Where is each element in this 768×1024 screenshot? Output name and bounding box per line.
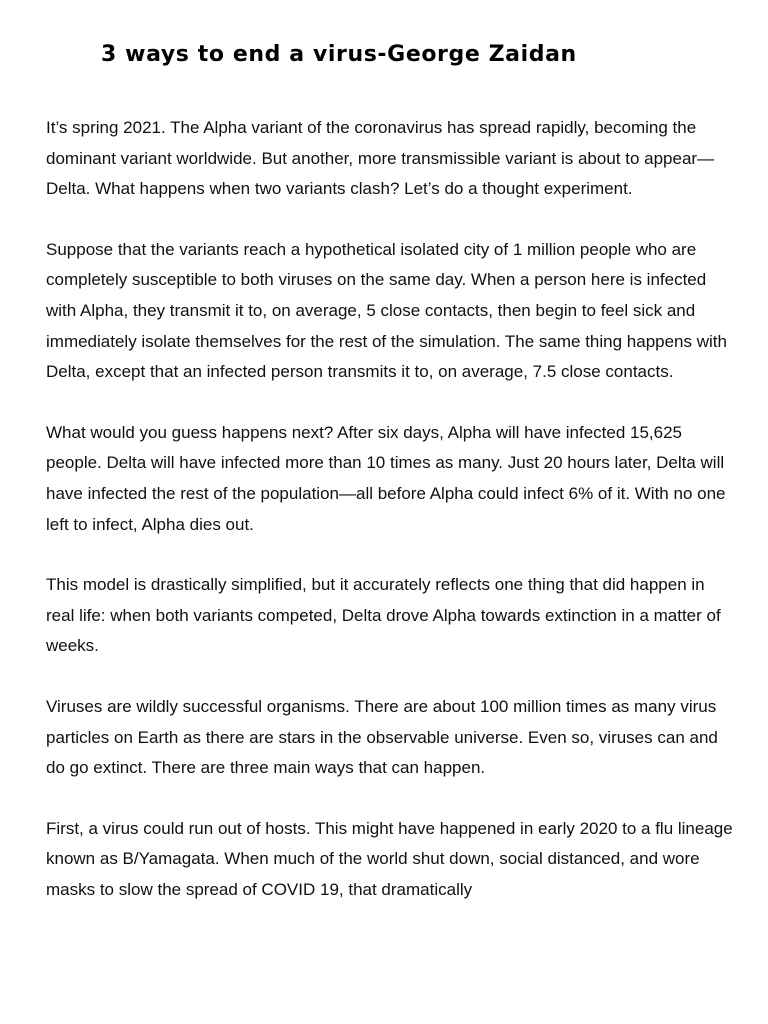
- paragraph: Suppose that the variants reach a hypothetical isolated city of 1 million people who are completely susceptible to both viruses on the same day. When a person here is infected with Alpha, they transmit it to, on average, 5 close contacts, then begin to feel sick and immediately isolate themselves for the rest of the simulation. The same thing happens with Delta, except that an infected person transmits it to, on average, 7.5 close contacts.: [46, 239, 727, 382]
- paragraph: Viruses are wildly successful organisms. There are about 100 million times as many virus particles on Earth as there are stars in the observable universe. Even so, viruses can and do go extinct. There are three main ways that can happen.: [46, 696, 718, 778]
- document-body: [46, 113, 736, 935]
- paragraph: It’s spring 2021. The Alpha variant of the coronavirus has spread rapidly, becoming the dominant variant worldwide. But another, more transmissible variant is about to appear—Delta. What happens when two variants clash? Let’s do a thought experiment.: [46, 118, 715, 199]
- paragraph: What would you guess happens next? After six days, Alpha will have infected 15,625 people. Delta will have infected more than 10 times as many. Just 20 hours later, Delta will have infected the rest of the population—all before Alpha could infect 6% of it. With no one left to infect, Alpha dies out.: [46, 422, 726, 534]
- document-title: 3 ways to end a virus-George Zaidan: [101, 42, 577, 67]
- paragraph: This model is drastically simplified, but it accurately reflects one thing that did happen in real life: when both variants competed, Delta drove Alpha towards extinction in a matter of weeks.: [46, 575, 721, 656]
- paragraph: First, a virus could run out of hosts. This might have happened in early 2020 to a flu lineage known as B/Yamagata. When much of the world shut down, social distanced, and wore masks to slow the spread of COVID 19, that dramatically: [46, 818, 733, 899]
